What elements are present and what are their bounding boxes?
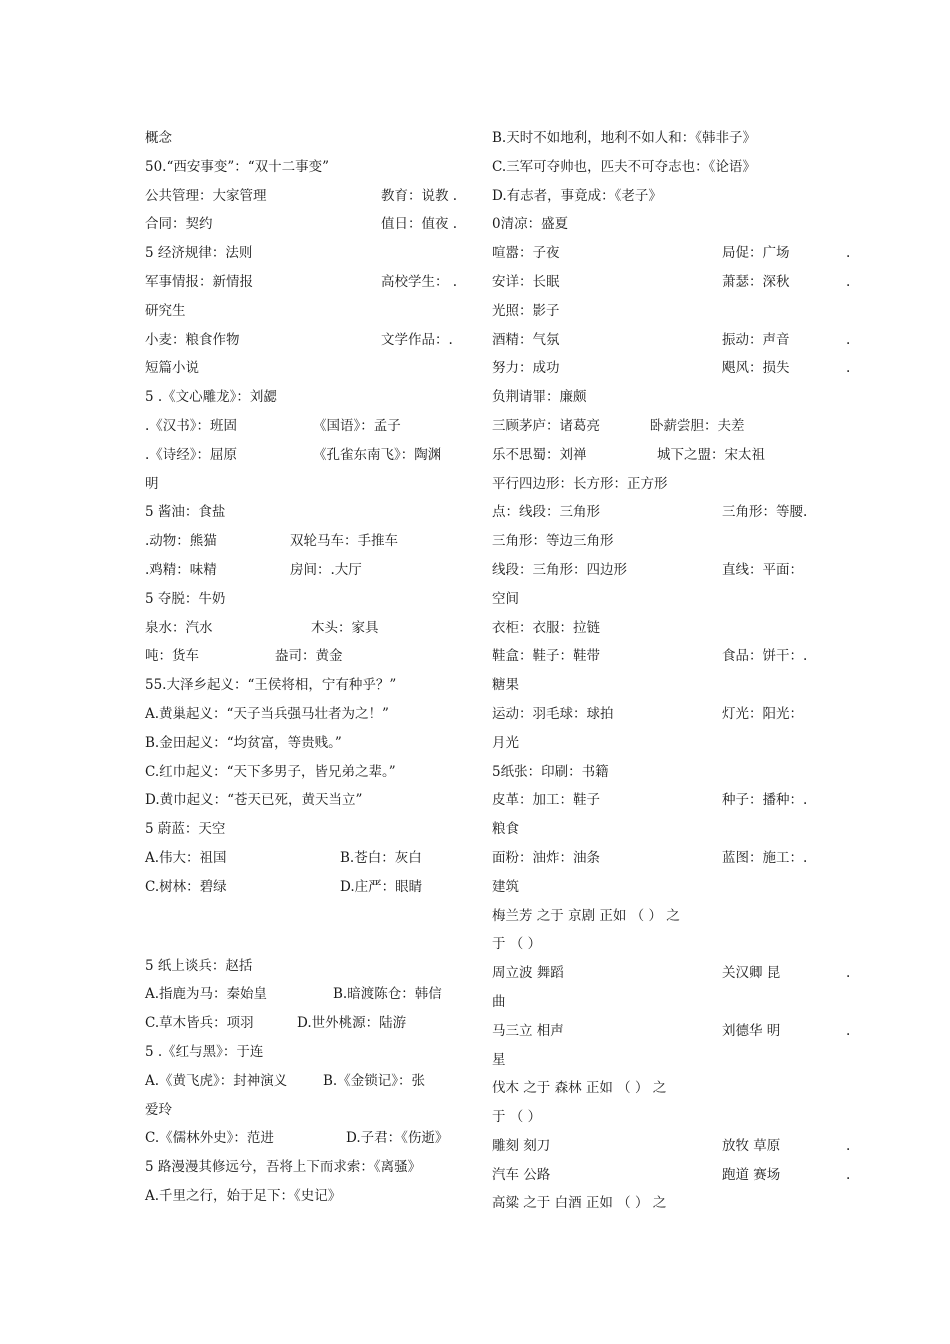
line-text-right: 跑道 赛场: [722, 1166, 781, 1183]
text-line: [145, 354, 525, 383]
line-text-right: 关汉卿 昆: [722, 965, 781, 982]
line-text: 面粉：油炸：油条: [492, 849, 600, 866]
text-line: [145, 383, 525, 412]
text-line: [145, 700, 525, 729]
text-line: [145, 1096, 525, 1125]
line-text: D.有志者，事竟成：《老子》: [492, 187, 662, 204]
text-line: [492, 930, 872, 959]
text-line: [145, 239, 525, 268]
line-text: 伐木 之于 森林 正如 （ ） 之: [492, 1080, 667, 1097]
text-line: [145, 153, 525, 182]
line-text: 月光: [492, 734, 519, 751]
line-text: C.草木皆兵：项羽: [145, 1015, 254, 1032]
line-text-right: .: [846, 331, 851, 348]
line-text-right: 振动：声音: [722, 331, 790, 348]
line-text-right: 卧薪尝胆：夫差: [650, 417, 745, 434]
line-text: C.树林：碧绿: [145, 878, 227, 895]
line-text: 军事情报：新情报: [145, 273, 253, 290]
line-text-right: .: [846, 245, 851, 262]
line-text: 5 路漫漫其修远兮，吾将上下而求索：《离骚》: [145, 1159, 422, 1176]
text-line: [492, 642, 872, 671]
text-line: [145, 671, 525, 700]
text-line: [492, 902, 872, 931]
text-line: [492, 498, 872, 527]
text-line: [492, 153, 872, 182]
text-line: [492, 1103, 872, 1132]
line-text-right: B.暗渡陈仓：韩信: [333, 986, 442, 1003]
text-line: [492, 959, 872, 988]
line-text-right: 直线：平面：: [722, 561, 803, 578]
line-text-right: .: [846, 965, 851, 982]
text-line: [492, 1189, 872, 1218]
line-text: 平行四边形：长方形：正方形: [492, 475, 668, 492]
line-text: 明: [145, 475, 159, 492]
line-text-right: 蓝图：施工：.: [722, 849, 808, 866]
text-line: [492, 297, 872, 326]
text-line: [492, 1046, 872, 1075]
line-text-right: 局促：广场: [722, 245, 790, 262]
line-text: .动物：熊猫: [145, 533, 217, 550]
text-line: [145, 844, 525, 873]
text-line: [492, 786, 872, 815]
text-line: [492, 988, 872, 1017]
line-text: .鸡精：味精: [145, 561, 217, 578]
text-line: [145, 585, 525, 614]
line-text-right: 飓风：损失: [722, 360, 790, 377]
line-text: D.黄巾起义：“苍天已死，黄天当立”: [145, 792, 363, 809]
text-line: [145, 642, 525, 671]
line-text: 三顾茅庐：诸葛亮: [492, 417, 600, 434]
line-text: 乐不思蜀：刘禅: [492, 446, 587, 463]
line-text: 点：线段：三角形: [492, 504, 600, 521]
line-text: 曲: [492, 993, 506, 1010]
line-text-right: 《孔雀东南飞》：陶渊: [313, 446, 442, 463]
text-line: [145, 210, 525, 239]
text-line: [492, 1132, 872, 1161]
text-line: [145, 527, 525, 556]
text-line: [145, 1067, 525, 1096]
text-line: [145, 873, 525, 902]
line-text: 高粱 之于 白酒 正如 （ ） 之: [492, 1195, 667, 1212]
text-line: [492, 585, 872, 614]
text-line: [145, 1182, 525, 1211]
line-text-right: B.《金锁记》：张: [323, 1072, 425, 1089]
line-text: 梅兰芳 之于 京剧 正如 （ ） 之: [492, 907, 680, 924]
line-text: 鞋盒：鞋子：鞋带: [492, 648, 600, 665]
line-text: 5 蔚蓝：天空: [145, 821, 226, 838]
line-text: 安详：长眠: [492, 273, 560, 290]
text-line: [145, 729, 525, 758]
line-text-right: 城下之盟：宋太祖: [657, 446, 765, 463]
line-text: 泉水：汽水: [145, 619, 213, 636]
line-text: 糖果: [492, 677, 519, 694]
text-line: [145, 815, 525, 844]
text-line: [145, 498, 525, 527]
line-text-right: D.庄严：眼睛: [340, 878, 423, 895]
line-text-right: .: [846, 273, 851, 290]
line-text: 合同：契约: [145, 216, 213, 233]
line-text-right: 房间：.大厅: [290, 561, 362, 578]
line-text: 线段：三角形：四边形: [492, 561, 627, 578]
line-text: A.黄巢起义：“天子当兵强马壮者为之！”: [145, 705, 389, 722]
line-text: 周立波 舞蹈: [492, 965, 564, 982]
text-line: [492, 700, 872, 729]
text-line: [492, 354, 872, 383]
text-line: [492, 1161, 872, 1190]
line-text: 研究生: [145, 302, 186, 319]
line-text-right: 盎司：黄金: [275, 648, 343, 665]
line-text: A.《黄飞虎》：封神演义: [145, 1072, 288, 1089]
line-text: 三角形：等边三角形: [492, 533, 614, 550]
line-text-right: 三角形：等腰.: [722, 504, 808, 521]
line-text: A.千里之行，始于足下：《史记》: [145, 1187, 342, 1204]
line-text-right: D.世外桃源：陆游: [297, 1015, 407, 1032]
line-text: 皮革：加工：鞋子: [492, 792, 600, 809]
text-line: [145, 441, 525, 470]
text-line: [492, 614, 872, 643]
text-line: [492, 182, 872, 211]
text-line: [492, 268, 872, 297]
text-line: [492, 1017, 872, 1046]
line-text: 于 （ ）: [492, 936, 542, 953]
line-text: 短篇小说: [145, 360, 199, 377]
text-line: [492, 441, 872, 470]
text-line: [492, 729, 872, 758]
line-text-right: 教育：说教 .: [381, 187, 458, 204]
line-text-right: D.子君：《伤逝》: [346, 1130, 449, 1147]
text-line: [145, 758, 525, 787]
line-text-right: 值日：值夜 .: [381, 216, 458, 233]
line-text: C.三军可夺帅也，匹夫不可夺志也：《论语》: [492, 158, 756, 175]
line-text: 建筑: [492, 878, 519, 895]
text-line: [145, 1153, 525, 1182]
text-line: [492, 239, 872, 268]
line-text-right: 种子：播种：.: [722, 792, 808, 809]
line-text: 衣柜：衣服：拉链: [492, 619, 600, 636]
line-text: 5纸张：印刷：书籍: [492, 763, 609, 780]
text-line: [145, 412, 525, 441]
spacer: [145, 902, 525, 952]
text-line: [145, 1038, 525, 1067]
line-text-right: .: [846, 1166, 851, 1183]
text-line: [492, 815, 872, 844]
text-line: [492, 556, 872, 585]
text-line: [145, 786, 525, 815]
text-line: [492, 844, 872, 873]
line-text-right: 文学作品：.: [381, 331, 453, 348]
line-text: 5 经济规律：法则: [145, 245, 253, 262]
text-line: [145, 1124, 525, 1153]
line-text: 5 夺脱：牛奶: [145, 590, 226, 607]
line-text: 爱玲: [145, 1101, 172, 1118]
line-text-right: 食品：饼干：.: [722, 648, 808, 665]
line-text: 吨：货车: [145, 648, 199, 665]
line-text: 光照：影子: [492, 302, 560, 319]
line-text: 5 .《红与黑》：于连: [145, 1043, 264, 1060]
text-line: [492, 210, 872, 239]
line-text: C.《儒林外史》：范进: [145, 1130, 274, 1147]
line-text-right: 灯光：阳光：: [722, 705, 803, 722]
text-line: [492, 383, 872, 412]
line-text: 空间: [492, 590, 519, 607]
text-line: [492, 671, 872, 700]
line-text: 喧嚣：子夜: [492, 245, 560, 262]
text-line: [145, 124, 525, 153]
line-text-right: B.苍白：灰白: [340, 849, 422, 866]
line-text-right: 萧瑟：深秋: [722, 273, 790, 290]
line-text: 汽车 公路: [492, 1166, 551, 1183]
line-text-right: 放牧 草原: [722, 1137, 781, 1154]
line-text: A.指鹿为马：秦始皇: [145, 986, 268, 1003]
text-line: [492, 470, 872, 499]
line-text: B.金田起义：“均贫富，等贵贱。”: [145, 734, 342, 751]
text-line: [145, 297, 525, 326]
line-text: C.红巾起义：“天下多男子，皆兄弟之辈。”: [145, 763, 396, 780]
text-line: [145, 268, 525, 297]
line-text-right: 双轮马车：手推车: [290, 533, 398, 550]
line-text: 概念: [145, 130, 172, 146]
line-text: 5 纸上谈兵：赵括: [145, 957, 253, 974]
line-text-right: .: [846, 1022, 851, 1039]
line-text-right: .: [846, 1137, 851, 1154]
line-text: 马三立 相声: [492, 1022, 564, 1039]
line-text: 酒精：气氛: [492, 331, 560, 348]
line-text: 55.大泽乡起义：“王侯将相，宁有种乎？”: [145, 677, 397, 694]
line-text: 负荆请罪：廉颇: [492, 389, 587, 406]
text-line: [145, 470, 525, 499]
text-line: [492, 326, 872, 355]
line-text: 星: [492, 1051, 506, 1068]
line-text: 0清凉：盛夏: [492, 216, 569, 233]
line-text-right: 《国语》：孟子: [313, 417, 401, 434]
text-line: [145, 182, 525, 211]
line-text: .《汉书》：班固: [145, 417, 238, 434]
line-text: 于 （ ）: [492, 1109, 542, 1126]
line-text: 运动：羽毛球：球拍: [492, 705, 614, 722]
text-line: [145, 952, 525, 981]
text-line: [492, 527, 872, 556]
left-column: [145, 124, 525, 1211]
text-line: [145, 326, 525, 355]
line-text: .《诗经》：屈原: [145, 446, 238, 463]
line-text-right: 木头：家具: [311, 619, 379, 636]
line-text: A.伟大：祖国: [145, 849, 227, 866]
line-text: B.天时不如地利，地利不如人和：《韩非子》: [492, 130, 756, 146]
text-line: [145, 556, 525, 585]
line-text-right: 高校学生： .: [381, 273, 458, 290]
line-text: 5 酱油：食盐: [145, 504, 226, 521]
line-text: 粮食: [492, 821, 519, 838]
line-text-right: 刘德华 明: [722, 1022, 781, 1039]
line-text: 小麦：粮食作物: [145, 331, 240, 348]
text-line: [492, 873, 872, 902]
line-text: 50.“西安事变”：“双十二事变”: [145, 158, 330, 175]
text-line: [492, 1074, 872, 1103]
line-text: 雕刻 刻刀: [492, 1137, 551, 1154]
line-text-right: .: [846, 360, 851, 377]
right-column: [492, 124, 872, 1218]
text-line: [145, 980, 525, 1009]
text-line: [145, 1009, 525, 1038]
text-line: [492, 758, 872, 787]
text-line: [145, 614, 525, 643]
line-text: 5 .《文心雕龙》：刘勰: [145, 389, 277, 406]
text-line: [492, 124, 872, 153]
line-text: 公共管理：大家管理: [145, 187, 267, 204]
line-text: 努力：成功: [492, 360, 560, 377]
text-line: [492, 412, 872, 441]
